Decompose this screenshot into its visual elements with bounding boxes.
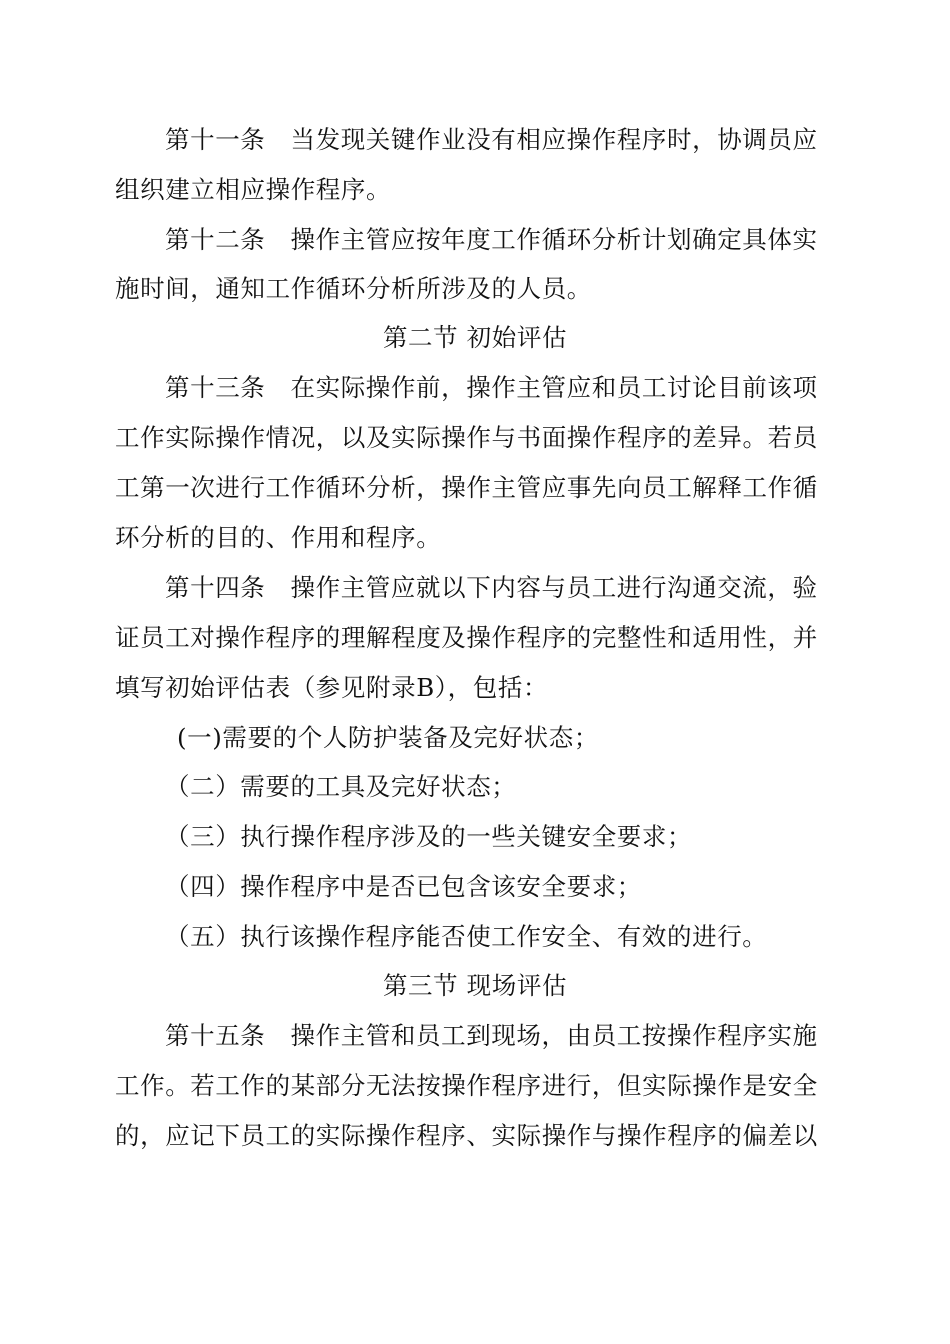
section-heading: 第二节 初始评估 — [382, 323, 568, 352]
paragraph-line: 组织建立相应操作程序。 — [115, 175, 392, 204]
section-heading: 第三节 现场评估 — [382, 971, 568, 1000]
paragraph-line: 第十四条 操作主管应就以下内容与员工进行沟通交流，验 — [165, 573, 818, 602]
list-item: （三）执行操作程序涉及的一些关键安全要求； — [165, 822, 693, 851]
paragraph-line: 第十三条 在实际操作前，操作主管应和员工讨论目前该项 — [165, 373, 818, 402]
paragraph-line: 工作。若工作的某部分无法按操作程序进行，但实际操作是安全 — [115, 1071, 818, 1100]
list-item: （四）操作程序中是否已包含该安全要求； — [165, 872, 642, 901]
paragraph-line: 工作实际操作情况，以及实际操作与书面操作程序的差异。若员 — [115, 423, 818, 452]
paragraph-line: 第十一条 当发现关键作业没有相应操作程序时，协调员应 — [165, 125, 818, 154]
paragraph-line: 第十二条 操作主管应按年度工作循环分析计划确定具体实 — [165, 225, 818, 254]
paragraph-line: 工第一次进行工作循环分析，操作主管应事先向员工解释工作循 — [115, 473, 818, 502]
paragraph-line: 填写初始评估表（参见附录B），包括： — [115, 673, 549, 702]
list-item: （二）需要的工具及完好状态； — [165, 772, 517, 801]
paragraph-line: 的，应记下员工的实际操作程序、实际操作与操作程序的偏差以 — [115, 1121, 818, 1150]
list-item: (一)需要的个人防护装备及完好状态； — [177, 723, 599, 752]
paragraph-line: 施时间，通知工作循环分析所涉及的人员。 — [115, 274, 592, 303]
paragraph-line: 环分析的目的、作用和程序。 — [115, 523, 442, 552]
paragraph-line: 第十五条 操作主管和员工到现场，由员工按操作程序实施 — [165, 1021, 818, 1050]
paragraph-line: 证员工对操作程序的理解程度及操作程序的完整性和适用性，并 — [115, 623, 818, 652]
list-item: （五）执行该操作程序能否使工作安全、有效的进行。 — [165, 922, 768, 951]
